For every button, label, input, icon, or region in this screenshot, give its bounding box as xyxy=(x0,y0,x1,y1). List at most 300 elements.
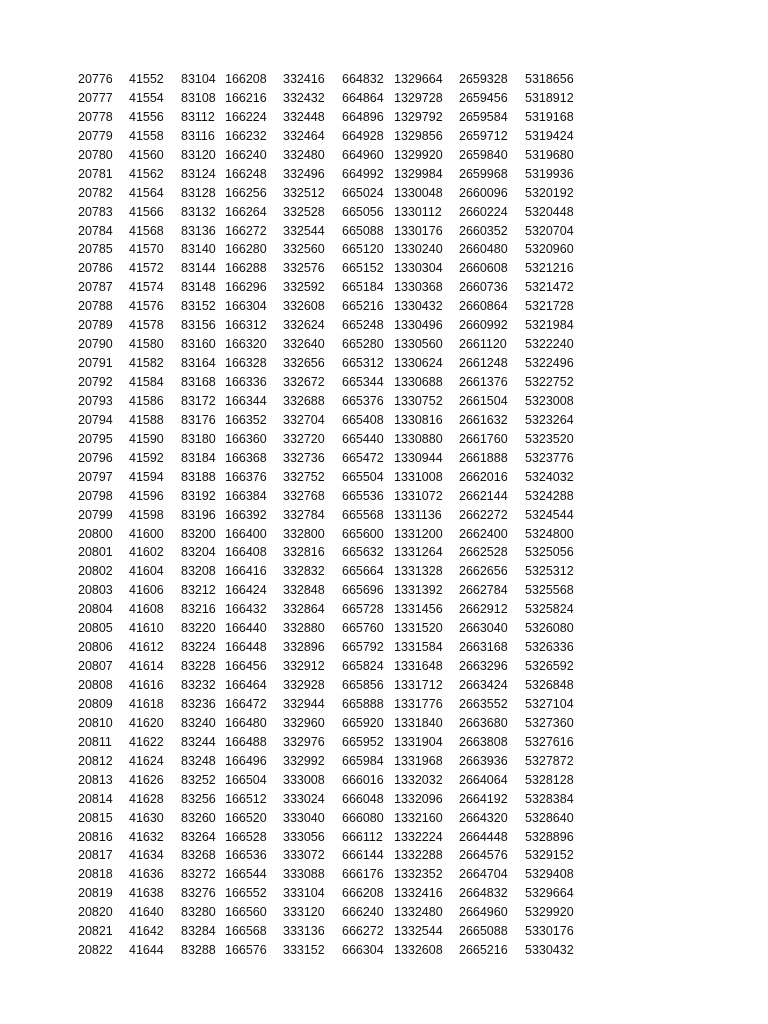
table-cell: 332864 xyxy=(283,602,325,617)
table-cell: 41594 xyxy=(129,469,164,484)
table-cell: 332880 xyxy=(283,621,325,636)
table-cell: 2659456 xyxy=(459,90,508,105)
table-cell: 666208 xyxy=(342,886,384,901)
table-cell: 1331776 xyxy=(394,696,443,711)
table-cell: 166440 xyxy=(225,621,267,636)
table-cell: 41564 xyxy=(129,185,164,200)
table-cell: 20776 xyxy=(78,72,113,86)
table-cell: 83224 xyxy=(181,640,216,655)
table-cell: 2663680 xyxy=(459,715,508,730)
table-cell: 5323776 xyxy=(525,450,574,465)
table-cell: 2663040 xyxy=(459,621,508,636)
table-cell: 41630 xyxy=(129,810,164,825)
table-cell: 665024 xyxy=(342,185,384,200)
table-cell: 2660992 xyxy=(459,318,508,333)
table-cell: 41602 xyxy=(129,545,164,560)
table-cell: 166320 xyxy=(225,337,267,352)
table-cell: 1332480 xyxy=(394,905,443,920)
table-cell: 1332096 xyxy=(394,791,443,806)
table-cell: 332976 xyxy=(283,734,325,749)
table-cell: 83256 xyxy=(181,791,216,806)
table-cell: 166456 xyxy=(225,659,267,674)
table-cell: 2664960 xyxy=(459,905,508,920)
table-cell: 1330112 xyxy=(394,204,442,219)
table-cell: 1329856 xyxy=(394,128,443,143)
table-cell: 2662912 xyxy=(459,602,508,617)
table-cell: 2659840 xyxy=(459,147,508,162)
table-cell: 333136 xyxy=(283,924,325,939)
table-cell: 20805 xyxy=(78,621,113,636)
table-cell: 665760 xyxy=(342,621,384,636)
table-cell: 20814 xyxy=(78,791,113,806)
table-cell: 20796 xyxy=(78,450,113,465)
table-cell: 2662656 xyxy=(459,564,508,579)
table-cell: 166472 xyxy=(225,696,267,711)
table-cell: 41608 xyxy=(129,602,164,617)
table-cell: 41582 xyxy=(129,356,164,371)
table-cell: 20795 xyxy=(78,431,113,446)
table-cell: 2664448 xyxy=(459,829,508,844)
table-cell: 2660736 xyxy=(459,280,508,295)
table-cell: 332496 xyxy=(283,166,325,181)
table-cell: 41592 xyxy=(129,450,164,465)
table-cell: 332896 xyxy=(283,640,325,655)
table-cell: 5329152 xyxy=(525,848,574,863)
table-cell: 166392 xyxy=(225,507,267,522)
table-cell: 166352 xyxy=(225,412,267,427)
table-cell: 83108 xyxy=(181,90,216,105)
table-cell: 41632 xyxy=(129,829,164,844)
table-cell: 83216 xyxy=(181,602,216,617)
table-cell: 5323264 xyxy=(525,412,574,427)
table-cell: 41580 xyxy=(129,337,164,352)
table-cell: 2660352 xyxy=(459,223,508,238)
table-cell: 332800 xyxy=(283,526,325,541)
table-cell: 83252 xyxy=(181,772,216,787)
table-cell: 665312 xyxy=(342,356,384,371)
table-cell: 5324032 xyxy=(525,469,574,484)
table-cell: 665600 xyxy=(342,526,384,541)
table-cell: 2665216 xyxy=(459,943,508,958)
table-cell: 332560 xyxy=(283,242,325,257)
table-cell: 5325312 xyxy=(525,564,574,579)
table-cell: 83220 xyxy=(181,621,216,636)
table-cell: 5324800 xyxy=(525,526,574,541)
table-cell: 5322240 xyxy=(525,337,574,352)
table-cell: 333024 xyxy=(283,791,325,806)
table-cell: 2661632 xyxy=(459,412,508,427)
table-cell: 2662016 xyxy=(459,469,508,484)
table-cell: 20817 xyxy=(78,848,113,863)
table-cell: 41640 xyxy=(129,905,164,920)
table-cell: 41604 xyxy=(129,564,164,579)
table-cell: 166488 xyxy=(225,734,267,749)
table-cell: 83128 xyxy=(181,185,216,200)
table-cell: 666112 xyxy=(342,829,383,844)
table-cell: 5328128 xyxy=(525,772,574,787)
table-cell: 83140 xyxy=(181,242,216,257)
table-cell: 20788 xyxy=(78,299,113,314)
table-cell: 665504 xyxy=(342,469,384,484)
table-cell: 20786 xyxy=(78,261,113,276)
table-cell: 5320192 xyxy=(525,185,574,200)
table-cell: 665536 xyxy=(342,488,384,503)
table-cell: 166296 xyxy=(225,280,267,295)
table-cell: 2664576 xyxy=(459,848,508,863)
table-cell: 41558 xyxy=(129,128,164,143)
table-cell: 20778 xyxy=(78,109,113,124)
table-cell: 332992 xyxy=(283,753,325,768)
table-cell: 20808 xyxy=(78,678,113,692)
table-cell: 333056 xyxy=(283,829,325,844)
table-cell: 5320960 xyxy=(525,242,574,257)
table-cell: 5330432 xyxy=(525,943,574,958)
table-cell: 332656 xyxy=(283,356,325,371)
table-cell: 166264 xyxy=(225,204,267,219)
table-cell: 5326592 xyxy=(525,659,574,674)
table-cell: 332608 xyxy=(283,299,325,314)
table-cell: 83172 xyxy=(181,393,216,408)
table-cell: 166280 xyxy=(225,242,267,257)
table-cell: 20820 xyxy=(78,905,113,920)
table-cell: 41572 xyxy=(129,261,164,276)
table-cell: 41556 xyxy=(129,109,164,124)
table-cell: 166272 xyxy=(225,223,267,238)
table-cell: 332592 xyxy=(283,280,325,295)
table-cell: 2662400 xyxy=(459,526,508,541)
table-cell: 5327360 xyxy=(525,715,574,730)
table-cell: 1331840 xyxy=(394,715,443,730)
table-cell: 41568 xyxy=(129,223,164,238)
table-cell: 332752 xyxy=(283,469,325,484)
table-cell: 1331136 xyxy=(394,507,442,522)
table-cell: 166288 xyxy=(225,261,267,276)
table-cell: 665632 xyxy=(342,545,384,560)
table-cell: 166560 xyxy=(225,905,267,920)
table-cell: 83276 xyxy=(181,886,216,901)
table-cell: 83288 xyxy=(181,943,216,958)
table-cell: 2662144 xyxy=(459,488,508,503)
table-cell: 2664832 xyxy=(459,886,508,901)
table-cell: 20815 xyxy=(78,810,113,825)
table-cell: 83268 xyxy=(181,848,216,863)
table-cell: 1330368 xyxy=(394,280,443,295)
table-cell: 1330176 xyxy=(394,223,443,238)
table-cell: 1332160 xyxy=(394,810,443,825)
table-cell: 83184 xyxy=(181,450,216,465)
table-cell: 5324288 xyxy=(525,488,574,503)
table-cell: 20812 xyxy=(78,753,113,768)
table-cell: 41610 xyxy=(129,621,164,636)
table-cell: 666240 xyxy=(342,905,384,920)
table-cell: 1331328 xyxy=(394,564,443,579)
table-cell: 2663808 xyxy=(459,734,508,749)
table-cell: 83112 xyxy=(181,109,215,124)
table-cell: 1331456 xyxy=(394,602,443,617)
table-cell: 666048 xyxy=(342,791,384,806)
table-cell: 41584 xyxy=(129,375,164,389)
table-cell: 2664192 xyxy=(459,791,508,806)
table-cell: 665888 xyxy=(342,696,384,711)
table-cell: 166256 xyxy=(225,185,267,200)
table-cell: 41576 xyxy=(129,299,164,314)
table-cell: 332704 xyxy=(283,412,325,427)
table-cell: 83180 xyxy=(181,431,216,446)
table-cell: 665568 xyxy=(342,507,384,522)
table-cell: 166544 xyxy=(225,867,267,882)
table-cell: 41588 xyxy=(129,412,164,427)
table-cell: 41636 xyxy=(129,867,164,882)
table-cell: 664864 xyxy=(342,90,384,105)
table-cell: 333152 xyxy=(283,943,325,958)
table-cell: 1331904 xyxy=(394,734,443,749)
table-cell: 1330496 xyxy=(394,318,443,333)
table-cell: 83228 xyxy=(181,659,216,674)
table-cell: 83156 xyxy=(181,318,216,333)
table-cell: 332480 xyxy=(283,147,325,162)
table-cell: 20798 xyxy=(78,488,113,503)
table-cell: 1331200 xyxy=(394,526,443,541)
table-cell: 1329728 xyxy=(394,90,443,105)
table-cell: 5321984 xyxy=(525,318,574,333)
table-cell: 665216 xyxy=(342,299,384,314)
table-cell: 2661504 xyxy=(459,393,508,408)
table-cell: 5319168 xyxy=(525,109,574,124)
table-cell: 665280 xyxy=(342,337,384,352)
table-cell: 665472 xyxy=(342,450,384,465)
table-cell: 1332544 xyxy=(394,924,443,939)
table-cell: 166400 xyxy=(225,526,267,541)
table-cell: 20801 xyxy=(78,545,113,560)
table-cell: 665248 xyxy=(342,318,384,333)
table-cell: 332688 xyxy=(283,393,325,408)
table-cell: 1331648 xyxy=(394,659,443,674)
table-cell: 5319936 xyxy=(525,166,574,181)
table-cell: 166304 xyxy=(225,299,267,314)
table-cell: 20818 xyxy=(78,867,113,882)
table-cell: 1331712 xyxy=(394,678,443,692)
table-cell: 332912 xyxy=(283,659,325,674)
table-cell: 166512 xyxy=(225,791,267,806)
table-cell: 665088 xyxy=(342,223,384,238)
table-cell: 41620 xyxy=(129,715,164,730)
table-cell: 83164 xyxy=(181,356,216,371)
table-cell: 20804 xyxy=(78,602,113,617)
table-cell: 5326080 xyxy=(525,621,574,636)
table-cell: 20785 xyxy=(78,242,113,257)
table-cell: 83132 xyxy=(181,204,216,219)
table-cell: 20781 xyxy=(78,166,113,181)
table-cell: 41552 xyxy=(129,72,164,86)
table-cell: 1332608 xyxy=(394,943,443,958)
table-cell: 41642 xyxy=(129,924,164,939)
table-cell: 20791 xyxy=(78,356,113,371)
table-cell: 332448 xyxy=(283,109,325,124)
table-cell: 1331584 xyxy=(394,640,443,655)
table-cell: 1332288 xyxy=(394,848,443,863)
table-cell: 166448 xyxy=(225,640,267,655)
table-cell: 332816 xyxy=(283,545,325,560)
table-cell: 332784 xyxy=(283,507,325,522)
table-cell: 20800 xyxy=(78,526,113,541)
table-cell: 5323520 xyxy=(525,431,574,446)
table-cell: 1330816 xyxy=(394,412,443,427)
table-cell: 333088 xyxy=(283,867,325,882)
table-cell: 5324544 xyxy=(525,507,574,522)
table-cell: 666176 xyxy=(342,867,384,882)
table-cell: 5328640 xyxy=(525,810,574,825)
table-cell: 5325056 xyxy=(525,545,574,560)
table-cell: 1329792 xyxy=(394,109,443,124)
table-cell: 332720 xyxy=(283,431,325,446)
table-cell: 83248 xyxy=(181,753,216,768)
table-cell: 332432 xyxy=(283,90,325,105)
table-cell: 333120 xyxy=(283,905,325,920)
table-cell: 665440 xyxy=(342,431,384,446)
table-cell: 665344 xyxy=(342,375,384,389)
table-cell: 1331520 xyxy=(394,621,443,636)
table-cell: 332624 xyxy=(283,318,325,333)
table-cell: 166368 xyxy=(225,450,267,465)
table-cell: 332832 xyxy=(283,564,325,579)
table-cell: 332416 xyxy=(283,72,325,86)
table-cell: 41560 xyxy=(129,147,164,162)
table-cell: 83104 xyxy=(181,72,216,86)
table-cell: 2662784 xyxy=(459,583,508,598)
table-cell: 1332224 xyxy=(394,829,443,844)
table-cell: 83232 xyxy=(181,678,216,692)
table-cell: 166424 xyxy=(225,583,267,598)
table-cell: 1330624 xyxy=(394,356,443,371)
table-cell: 1330880 xyxy=(394,431,443,446)
table-cell: 1332416 xyxy=(394,886,443,901)
table-cell: 1331264 xyxy=(394,545,443,560)
table-cell: 332528 xyxy=(283,204,325,219)
table-cell: 2660864 xyxy=(459,299,508,314)
table-cell: 1329664 xyxy=(394,72,443,86)
table-cell: 2662528 xyxy=(459,545,508,560)
table-cell: 1329984 xyxy=(394,166,443,181)
table-cell: 20810 xyxy=(78,715,113,730)
table-cell: 20819 xyxy=(78,886,113,901)
table-cell: 2661120 xyxy=(459,337,507,352)
table-cell: 41614 xyxy=(129,659,164,674)
table-cell: 83200 xyxy=(181,526,216,541)
table-cell: 5327872 xyxy=(525,753,574,768)
table-cell: 2663168 xyxy=(459,640,508,655)
table-cell: 20782 xyxy=(78,185,113,200)
table-cell: 333040 xyxy=(283,810,325,825)
table-cell: 665696 xyxy=(342,583,384,598)
table-cell: 41644 xyxy=(129,943,164,958)
table-cell: 20802 xyxy=(78,564,113,579)
table-cell: 20809 xyxy=(78,696,113,711)
table-cell: 166336 xyxy=(225,375,267,389)
table-cell: 20777 xyxy=(78,90,113,105)
table-cell: 664960 xyxy=(342,147,384,162)
table-cell: 332960 xyxy=(283,715,325,730)
table-cell: 20807 xyxy=(78,659,113,674)
table-cell: 83212 xyxy=(181,583,216,598)
table-cell: 41566 xyxy=(129,204,164,219)
table-cell: 83116 xyxy=(181,128,215,143)
table-cell: 20783 xyxy=(78,204,113,219)
table-cell: 41570 xyxy=(129,242,164,257)
table-cell: 20780 xyxy=(78,147,113,162)
table-cell: 83192 xyxy=(181,488,216,503)
table-cell: 83272 xyxy=(181,867,216,882)
table-cell: 83152 xyxy=(181,299,216,314)
table-cell: 1331968 xyxy=(394,753,443,768)
table-cell: 666272 xyxy=(342,924,384,939)
table-cell: 41574 xyxy=(129,280,164,295)
table-cell: 665664 xyxy=(342,564,384,579)
table-cell: 332928 xyxy=(283,678,325,692)
table-cell: 1330240 xyxy=(394,242,443,257)
table-cell: 83208 xyxy=(181,564,216,579)
table-cell: 5319680 xyxy=(525,147,574,162)
table-cell: 666016 xyxy=(342,772,384,787)
table-cell: 166248 xyxy=(225,166,267,181)
table-cell: 5327104 xyxy=(525,696,574,711)
table-cell: 166480 xyxy=(225,715,267,730)
table-cell: 666080 xyxy=(342,810,384,825)
table-cell: 41634 xyxy=(129,848,164,863)
table-cell: 332576 xyxy=(283,261,325,276)
table-cell: 20779 xyxy=(78,128,113,143)
table-cell: 20794 xyxy=(78,412,113,427)
table-cell: 5321728 xyxy=(525,299,574,314)
table-cell: 166216 xyxy=(225,90,267,105)
table-cell: 1330688 xyxy=(394,375,443,389)
table-cell: 20813 xyxy=(78,772,113,787)
table-cell: 2659712 xyxy=(459,128,508,143)
table-cell: 666144 xyxy=(342,848,384,863)
table-cell: 664992 xyxy=(342,166,384,181)
table-cell: 2661248 xyxy=(459,356,508,371)
table-cell: 41606 xyxy=(129,583,164,598)
table-cell: 41626 xyxy=(129,772,164,787)
table-cell: 332768 xyxy=(283,488,325,503)
table-cell: 83120 xyxy=(181,147,216,162)
table-cell: 166384 xyxy=(225,488,267,503)
table-cell: 1330048 xyxy=(394,185,443,200)
table-cell: 5325568 xyxy=(525,583,574,598)
table-cell: 41562 xyxy=(129,166,164,181)
table-cell: 5325824 xyxy=(525,602,574,617)
table-cell: 333008 xyxy=(283,772,325,787)
table-cell: 333072 xyxy=(283,848,325,863)
table-cell: 1330432 xyxy=(394,299,443,314)
table-cell: 5329664 xyxy=(525,886,574,901)
table-cell: 2665088 xyxy=(459,924,508,939)
table-cell: 665120 xyxy=(342,242,384,257)
table-cell: 5329408 xyxy=(525,867,574,882)
table-cell: 665184 xyxy=(342,280,384,295)
table-cell: 2663936 xyxy=(459,753,508,768)
table-cell: 166408 xyxy=(225,545,267,560)
table-cell: 166208 xyxy=(225,72,267,86)
table-cell: 83204 xyxy=(181,545,216,560)
table-cell: 166528 xyxy=(225,829,267,844)
table-cell: 1330560 xyxy=(394,337,443,352)
table-cell: 5327616 xyxy=(525,734,574,749)
table-cell: 83284 xyxy=(181,924,216,939)
table-cell: 665856 xyxy=(342,678,384,692)
table-cell: 166552 xyxy=(225,886,267,901)
table-cell: 166312 xyxy=(225,318,267,333)
table-cell: 5322496 xyxy=(525,356,574,371)
